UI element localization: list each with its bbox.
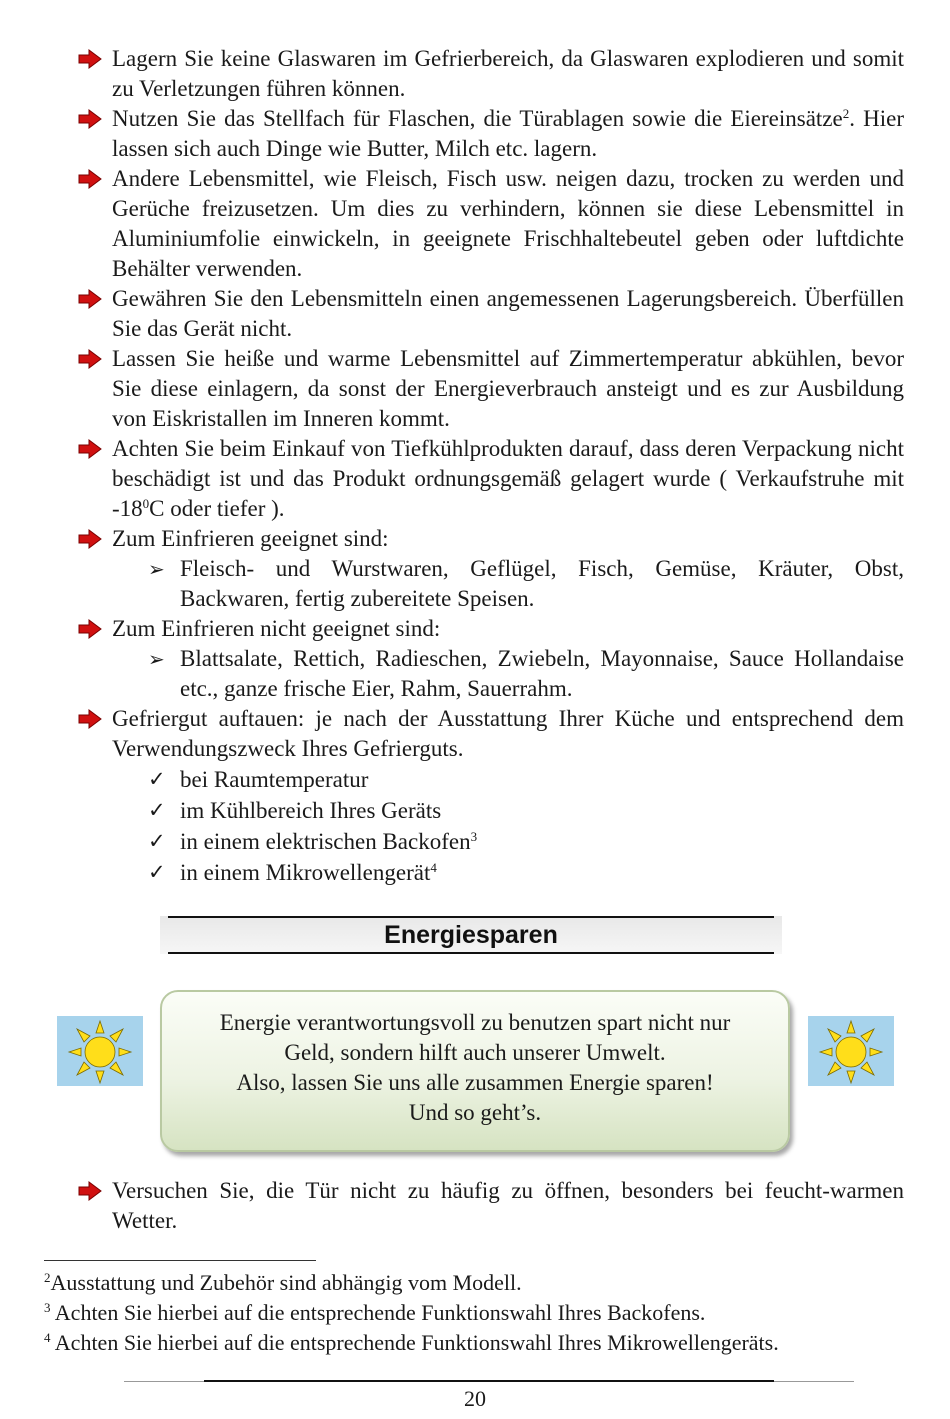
sub-list-item-text: Fleisch- und Wurstwaren, Geflügel, Fisch, Gemüse, Kräuter, Obst, Backwaren, fertig zubereitete Speisen. — [180, 556, 904, 611]
check-item — [78, 826, 904, 857]
callout-line: Energie verantwortungsvoll zu benutzen spart nicht nur — [219, 1010, 731, 1035]
footnote — [44, 1268, 924, 1298]
list-item-text: Versuchen Sie, die Tür nicht zu häufig zu öffnen, besonders bei feucht-warmen Wetter. — [112, 1178, 904, 1233]
heading-rule — [168, 952, 774, 954]
callout-line: Und so geht’s. — [408, 1100, 542, 1125]
checkmark-icon: ✓ — [148, 767, 166, 791]
list-item-text-cont: . Hier lassen sich auch Dinge wie Butter, Milch etc. lagern. — [112, 106, 904, 161]
red-arrow-icon — [78, 169, 102, 189]
red-arrow-icon — [78, 439, 102, 459]
footnote-ref: 3 — [470, 829, 478, 844]
red-arrow-icon — [78, 709, 102, 729]
footnote — [44, 1328, 924, 1358]
check-item-text: bei Raumtemperatur — [180, 767, 369, 792]
list-item-text: Achten Sie beim Einkauf von Tiefkühlprodukten darauf, dass deren Verpackung nicht beschädigt ist und das Produkt ordnungsgemäß gelagert wurde ( Verkaufstruhe mit -18 — [112, 436, 904, 521]
footnote-ref: 2 — [842, 106, 850, 121]
footnote-text: Ausstattung und Zubehör sind abhängig vom Modell. — [50, 1270, 522, 1295]
check-item-text: in einem elektrischen Backofen — [180, 829, 471, 854]
callout-line: Geld, sondern hilft auch unserer Umwelt. — [284, 1040, 666, 1065]
sub-list-item-text: Blattsalate, Rettich, Radieschen, Zwiebeln, Mayonnaise, Sauce Hollandaise etc., ganze frische Eier, Rahm, Sauerrahm. — [180, 646, 904, 701]
list-item-text-cont: C oder tiefer ). — [149, 496, 285, 521]
list-item-text: Gefriergut auftauen: je nach der Ausstattung Ihrer Küche und entsprechend dem Verwendungszweck Ihres Gefrierguts. — [112, 706, 904, 761]
red-arrow-icon — [78, 529, 102, 549]
list-item — [78, 104, 904, 164]
list-item-text: Lagern Sie keine Glaswaren im Gefrierbereich, da Glaswaren explodieren und somit zu Verletzungen führen können. — [112, 46, 904, 101]
red-arrow-icon — [78, 619, 102, 639]
list-item-text: Andere Lebensmittel, wie Fleisch, Fisch usw. neigen dazu, trocken zu werden und Gerüche freizusetzen. Um dies zu verhindern, können sie diese Lebensmittel in Aluminiumfolie einwickeln, in geeignete Frischhaltebeutel geben oder luftdichte Behälter verwenden. — [112, 166, 904, 281]
superscript: 0 — [142, 496, 150, 511]
page-rule — [204, 1380, 774, 1382]
list-item-text: Gewähren Sie den Lebensmitteln einen angemessenen Lagerungsbereich. Überfüllen Sie das Gerät nicht. — [112, 286, 904, 341]
red-arrow-icon — [78, 349, 102, 369]
check-item — [78, 764, 904, 795]
list-item — [78, 524, 904, 554]
footnote-ref: 4 — [430, 860, 437, 875]
sun-icon — [808, 1016, 894, 1086]
page-rule — [124, 1381, 204, 1382]
red-arrow-icon — [78, 289, 102, 309]
arrowhead-icon: ➢ — [148, 557, 165, 581]
list-item — [78, 614, 904, 644]
storage-tips-list — [78, 44, 904, 888]
list-item — [78, 1176, 904, 1236]
footnotes — [44, 1268, 924, 1358]
list-item-text: Lassen Sie heiße und warme Lebensmittel auf Zimmertemperatur abkühlen, bevor Sie diese einlagern, da sonst der Energieverbrauch ansteigt und es zur Ausbildung von Eiskristallen im Inneren kommt. — [112, 346, 904, 431]
red-arrow-icon — [78, 109, 102, 129]
arrowhead-icon: ➢ — [148, 647, 165, 671]
list-item-text: Zum Einfrieren geeignet sind: — [112, 526, 389, 551]
red-arrow-icon — [78, 49, 102, 69]
footnote — [44, 1298, 924, 1328]
heading-rule — [168, 916, 774, 918]
list-item — [78, 164, 904, 284]
page-rule — [774, 1381, 854, 1382]
energy-callout-box — [160, 990, 790, 1152]
sub-list-item — [78, 644, 904, 704]
red-arrow-icon — [78, 1181, 102, 1201]
footnote-text: Achten Sie hierbei auf die entsprechende Funktionswahl Ihres Mikrowellengeräts. — [50, 1330, 779, 1355]
checkmark-icon: ✓ — [148, 829, 166, 853]
check-item — [78, 857, 904, 888]
footnote-mark: 4 — [44, 1330, 51, 1345]
list-item-text: Zum Einfrieren nicht geeignet sind: — [112, 616, 441, 641]
list-item-text: Nutzen Sie das Stellfach für Flaschen, die Türablagen sowie die Eiereinsätze — [112, 106, 843, 131]
callout-line: Also, lassen Sie uns alle zusammen Energie sparen! — [236, 1070, 714, 1095]
checkmark-icon: ✓ — [148, 860, 166, 884]
list-item — [78, 344, 904, 434]
list-item — [78, 434, 904, 524]
list-item — [78, 284, 904, 344]
page-number: 20 — [464, 1386, 486, 1411]
footnote-mark: 2 — [44, 1270, 51, 1285]
footnote-text: Achten Sie hierbei auf die entsprechende Funktionswahl Ihres Backofens. — [50, 1300, 706, 1325]
energy-tips-list — [78, 1176, 904, 1236]
checkmark-icon: ✓ — [148, 798, 166, 822]
sun-icon — [57, 1016, 143, 1086]
footnote-mark: 3 — [44, 1300, 51, 1315]
sub-list-item — [78, 554, 904, 614]
list-item — [78, 704, 904, 764]
section-heading: Energiesparen — [384, 921, 558, 949]
check-item-text: in einem Mikrowellengerät — [180, 860, 431, 885]
list-item — [78, 44, 904, 104]
check-item-text: im Kühlbereich Ihres Geräts — [180, 798, 442, 823]
footnote-separator — [44, 1260, 316, 1261]
check-item — [78, 795, 904, 826]
section-heading-bar — [160, 916, 782, 954]
